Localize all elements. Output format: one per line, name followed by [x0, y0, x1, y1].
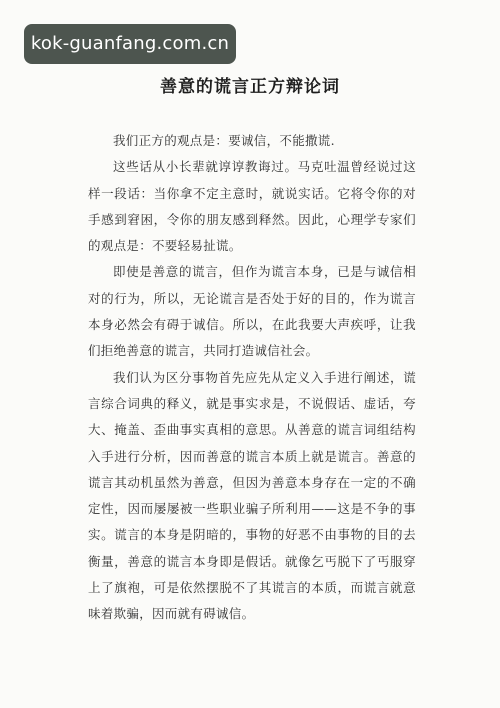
paragraph-3: 即使是善意的谎言，但作为谎言本身，已是与诚信相对的行为，所以，无论谎言是否处于好的目的，作为谎言本身必然会有碍于诚信。所以，在此我要大声疾呼，让我们拒绝善意的谎言，共同打造诚信社会。	[88, 264, 416, 359]
site-watermark: kok-guanfang.com.cn	[24, 24, 236, 64]
paragraph-2: 这些话从小长辈就谆谆教诲过。马克吐温曾经说过这样一段话：当你拿不定主意时，就说实话。它将令你的对手感到窘困，令你的朋友感到释然。因此，心理学专家们的观点是：不要轻易扯谎。	[88, 159, 416, 254]
document-body	[88, 128, 416, 628]
document-title: 善意的谎言正方辩论词	[160, 77, 340, 97]
paragraph-4: 我们认为区分事物首先应先从定义入手进行阐述，谎言综合词典的释义，就是事实求是，不说假话、虚话，夸大、掩盖、歪曲事实真相的意思。从善意的谎言词组结构入手进行分析，因而善意的谎言本质上就是谎言。善意的谎言其动机虽然为善意，但因为善意本身存在一定的不确定性，因而屡屡被一些职业骗子所利用——这是不争的事实。谎言的本身是阴暗的，事物的好恶不由事物的目的去衡量，善意的谎言本身即是假话。就像乞丐脱下了丐服穿上了旗袍，可是依然摆脱不了其谎言的本质，而谎言就意味着欺骗，因而就有碍诚信。	[88, 369, 416, 622]
paragraph-1: 我们正方的观点是：要诚信，不能撒谎.	[113, 133, 335, 148]
